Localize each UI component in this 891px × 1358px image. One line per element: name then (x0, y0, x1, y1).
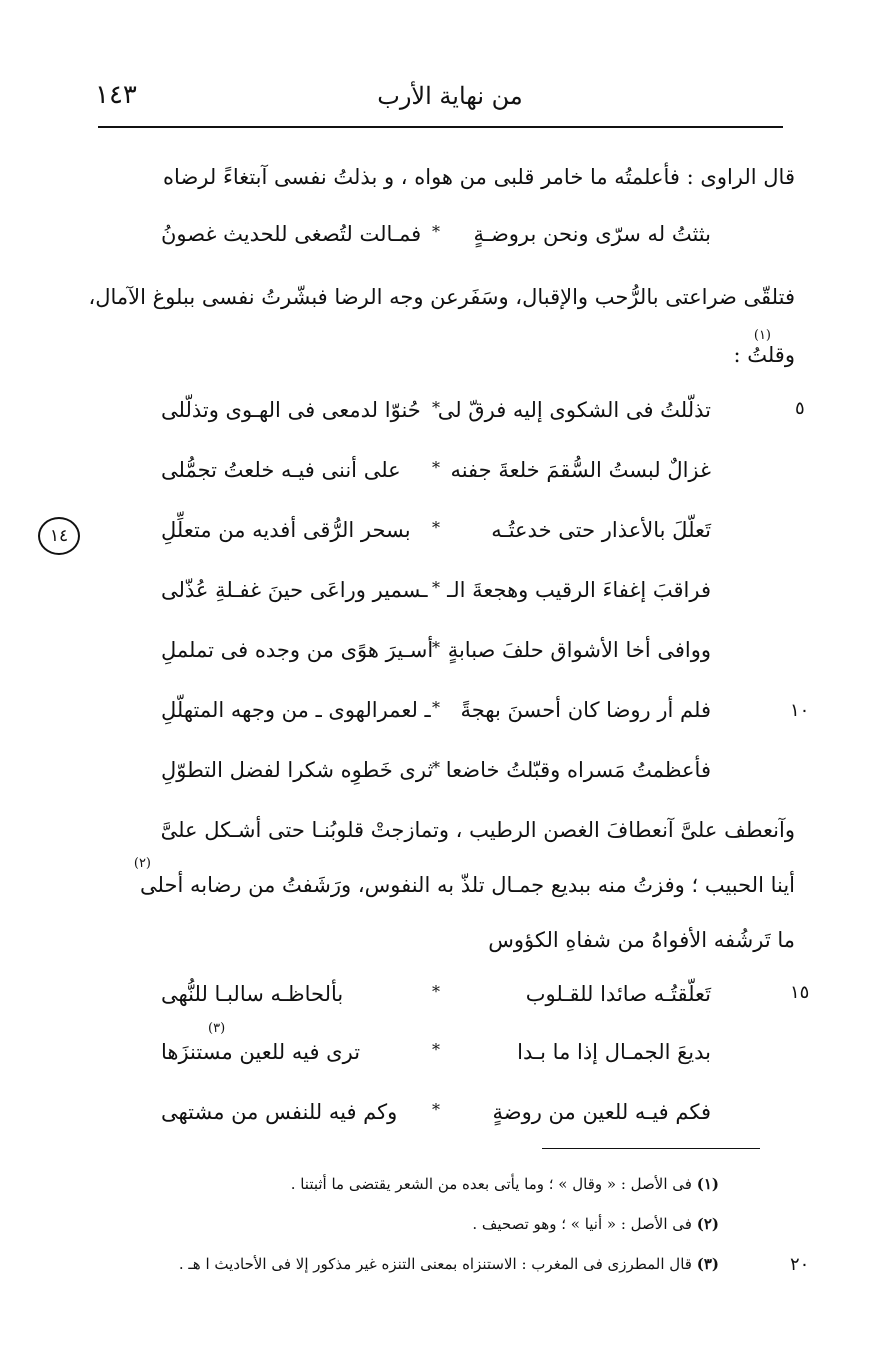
verse-separator-star: * (432, 1040, 440, 1059)
verse-separator-star: * (432, 458, 440, 477)
verse-separator-star: * (432, 758, 440, 777)
verse-hemistich-first: غزالٌ لبستُ السُّقمَ خلعةَ جفنه (450, 458, 711, 482)
verse-hemistich-second: بسحر الرُّقى أفديه من متعلِّلِ (161, 518, 411, 542)
verse-line (161, 982, 711, 1022)
verse-separator-star: * (432, 982, 440, 1001)
verse-separator-star: * (432, 578, 440, 597)
verse-line (161, 1040, 711, 1080)
footnote-text: فى الأصل : « وقال » ؛ وما يأتى بعده من الشعر يقتضى ما أثبتنا . (290, 1175, 692, 1193)
line-number-10: ١٠ (790, 700, 810, 721)
verse-line (161, 222, 711, 262)
prose-line: أينا الحبيب ؛ وفزتُ منه ببديع جمـال تلذّ به النفوس، ورَشَفتُ من رضابه أحلى (140, 873, 795, 897)
verse-hemistich-second: بألحاظـه سالبـا للنُّهى (161, 982, 344, 1006)
verse-hemistich-first: بثثتُ له سرّى ونحن بروضـةٍ (473, 222, 711, 246)
footnote (179, 1255, 719, 1273)
header-rule (98, 126, 783, 128)
prose-line: قال الراوى : فأعلمتُه ما خامر قلبى من هواه ، و بذلتُ نفسى آبتغاءً لرضاه (163, 165, 795, 189)
page-number: ١٤٣ (95, 80, 137, 110)
prose-line: ما تَرشُفه الأفواهُ من شفاهِ الكؤوس (488, 928, 795, 952)
verse-line (161, 518, 711, 558)
prose-line: وقلتُ : (733, 343, 795, 367)
verse-separator-star: * (432, 638, 440, 657)
line-number-15: ١٥ (790, 982, 810, 1003)
footnote-label: (١) (696, 1175, 719, 1193)
verse-hemistich-first: تَعلّقتُـه صائدا للقـلوب (525, 982, 711, 1006)
verse-hemistich-first: تَعلّلَ بالأعذار حتى خدعتُـه (491, 518, 711, 542)
verse-hemistich-first: فأعظمتُ مَسراه وقبّلتُ خاضعا (445, 758, 711, 782)
footnote-label: (٢) (696, 1215, 719, 1233)
verse-line (161, 398, 711, 438)
running-header-title: من نهاية الأرب (377, 82, 523, 110)
footnote-label: (٣) (696, 1255, 719, 1273)
verse-hemistich-second: وكم فيه للنفس من مشتهى (161, 1100, 398, 1124)
verse-hemistich-second: على أننى فيـه خلعتُ تجمُّلى (161, 458, 401, 482)
verse-line (161, 1100, 711, 1140)
margin-section-badge (38, 517, 80, 555)
verse-hemistich-first: بديعَ الجمـال إذا ما بـدا (517, 1040, 711, 1064)
footnote-text: قال المطرزى فى المغرب : الاستنزاه بمعنى التنزه غير مذكور إلا فى الأحاديث ا هـ . (178, 1255, 692, 1273)
footnote (291, 1175, 719, 1193)
verse-separator-star: * (432, 398, 440, 417)
verse-hemistich-second: ثرى خَطوِه شكرا لفضل التطوّلِ (161, 758, 434, 782)
verse-hemistich-second: حُنوّا لدمعى فى الهـوى وتذلّلى (161, 398, 421, 422)
verse-line (161, 458, 711, 498)
verse-hemistich-second: أسـيرَ هوًى من وجده فى تململِ (161, 638, 434, 662)
footnote-marker: (١) (753, 328, 771, 343)
footnote-marker: (٢) (133, 856, 151, 871)
verse-hemistich-second: ترى فيه للعين مستنزَها (161, 1040, 361, 1064)
verse-line (161, 758, 711, 798)
verse-hemistich-first: فلم أر روضا كان أحسنَ بهجةً (460, 698, 711, 722)
footnote-text: فى الأصل : « أنيا » ؛ وهو تصحيف . (472, 1215, 692, 1233)
verse-hemistich-first: فراقبَ إغفاءَ الرقيب وهجعةَ الـ (447, 578, 711, 602)
margin-section-number: ١٤ (49, 526, 69, 546)
verse-separator-star: * (432, 222, 440, 241)
line-number-5: ٥ (795, 398, 805, 419)
line-number-20: ٢٠ (790, 1254, 810, 1275)
footnote-marker: (٣) (208, 1021, 226, 1036)
verse-line (161, 578, 711, 618)
verse-line (161, 638, 711, 678)
verse-hemistich-first: فكم فيـه للعين من روضةٍ (492, 1100, 711, 1124)
verse-hemistich-second: ـ لعمرالهوى ـ من وجهه المتهلّلِ (161, 698, 431, 722)
prose-line: فتلقّى ضراعتى بالرُّحب والإقبال، وسَفَرعن وجه الرضا فبشّرتُ نفسى ببلوغ الآمال، (88, 285, 795, 309)
footnote (472, 1215, 719, 1233)
footnote-rule (542, 1148, 760, 1149)
verse-hemistich-first: ووافى أخا الأشواق حلفَ صبابةٍ (447, 638, 711, 662)
verse-hemistich-second: فمـالت لتُصغى للحديث غصونُ (161, 222, 422, 246)
verse-separator-star: * (432, 1100, 440, 1119)
verse-separator-star: * (432, 518, 440, 537)
verse-hemistich-first: تذلّلتُ فى الشكوى إليه فرقّ لى (437, 398, 711, 422)
verse-line (161, 698, 711, 738)
prose-line: وآنعطف علىَّ آنعطافَ الغصن الرطيب ، وتمازجتْ قلوبُنـا حتى أشـكل علىَّ (160, 818, 795, 842)
verse-hemistich-second: ـسمير وراعَى حينَ غفـلةِ عُذّلى (161, 578, 428, 602)
verse-separator-star: * (432, 698, 440, 717)
